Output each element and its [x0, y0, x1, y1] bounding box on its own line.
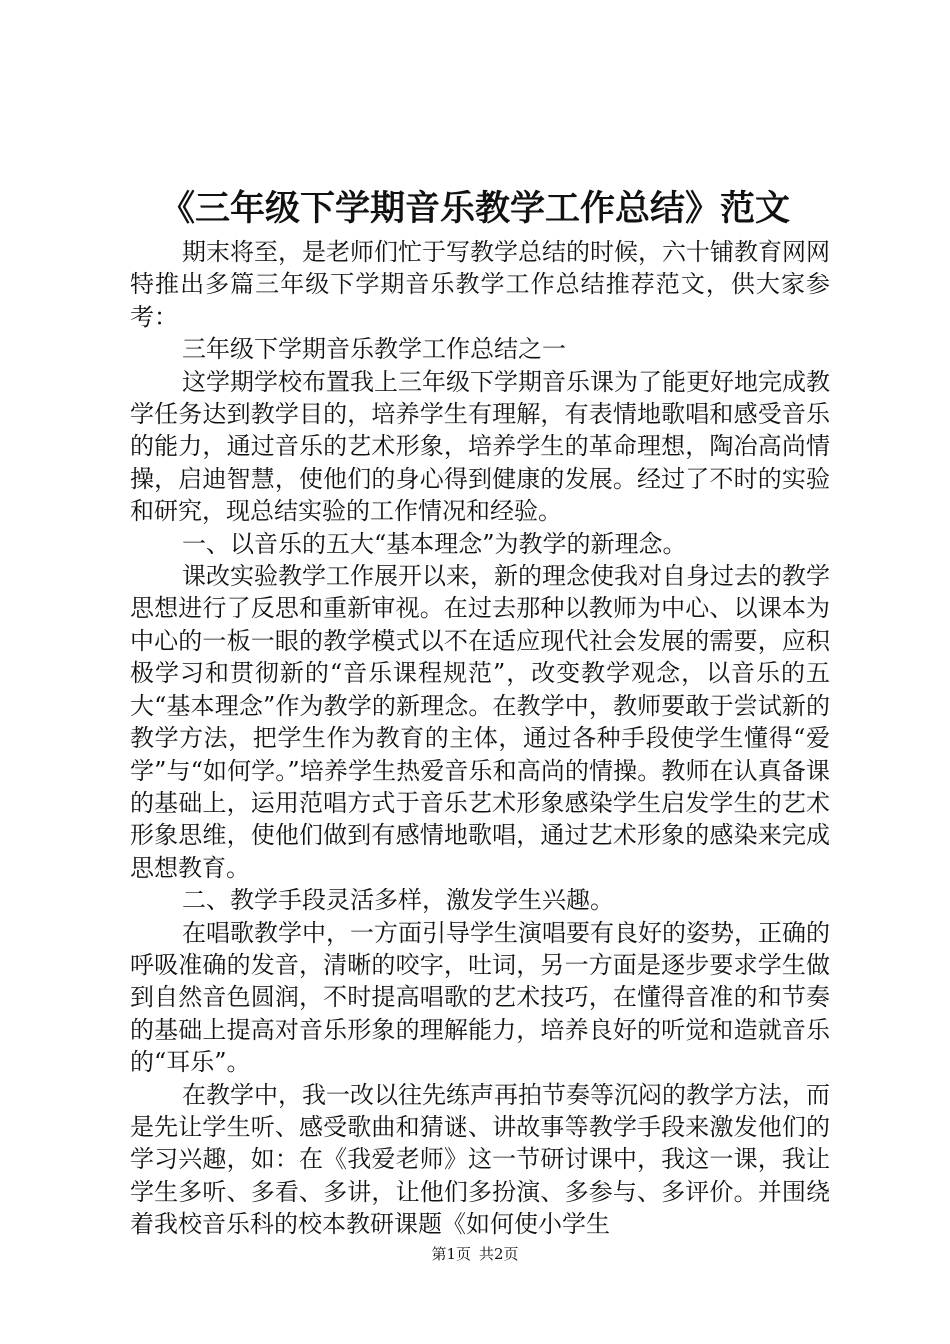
page-total: 共2页: [479, 1245, 519, 1263]
paragraph-singing: 在唱歌教学中，一方面引导学生演唱要有良好的姿势，正确的呼吸准确的发音，清晰的咬字，吐词，另一方面是逐步要求学生做到自然音色圆润，不时提高唱歌的艺术技巧，在懂得音准的和节奏的基础上提高对音乐形象的理解能力，培养良好的听觉和造就音乐的“耳乐”。: [130, 918, 830, 1077]
document-title: 《三年级下学期音乐教学工作总结》范文: [159, 188, 790, 229]
paragraph-heading-one: 一、以音乐的五大“基本理念”为教学的新理念。: [182, 529, 687, 558]
paragraph-overview: 这学期学校布置我上三年级下学期音乐课为了能更好地完成教学任务达到教学目的，培养学生有理解，有表情地歌唱和感受音乐的能力，通过音乐的艺术形象，培养学生的革命理想，陶冶高尚情操，启迪智慧，使他们的身心得到健康的发展。经过了不时的实验和研究，现总结实验的工作情况和经验。: [130, 367, 830, 526]
paragraph-intro: 期末将至，是老师们忙于写教学总结的时候，六十铺教育网网特推出多篇三年级下学期音乐教学工作总结推荐范文，供大家参考：: [130, 238, 830, 331]
page-number: 第1页: [431, 1245, 471, 1263]
paragraph-section-heading: 三年级下学期音乐教学工作总结之一: [182, 335, 566, 364]
paragraph-methods: 在教学中，我一改以往先练声再拍节奏等沉闷的教学方法，而是先让学生听、感受歌曲和猜谜、讲故事等教学手段来激发他们的学习兴趣，如：在《我爱老师》这一节研讨课中，我这一课，我让学生多听、多看、多讲，让他们多扮演、多参与、多评价。并围绕着我校音乐科的校本教研课题《如何使小学生: [130, 1080, 830, 1239]
page-footer: [0, 1244, 950, 1264]
paragraph-heading-two: 二、教学手段灵活多样，激发学生兴趣。: [182, 886, 614, 915]
paragraph-reform: 课改实验教学工作展开以来，新的理念使我对自身过去的教学思想进行了反思和重新审视。在过去那种以教师为中心、以课本为中心的一板一眼的教学模式以不在适应现代社会发展的需要，应积极学习和贯彻新的“音乐课程规范”，改变教学观念，以音乐的五大“基本理念”作为教学的新理念。在教学中，教师要敢于尝试新的教学方法，把学生作为教育的主体，通过各种手段使学生懂得“爱学”与“如何学。”培养学生热爱音乐和高尚的情操。教师在认真备课的基础上，运用范唱方式于音乐艺术形象感染学生启发学生的艺术形象思维，使他们做到有感情地歌唱，通过艺术形象的感染来完成思想教育。: [130, 562, 830, 882]
document-body: [130, 236, 830, 1241]
